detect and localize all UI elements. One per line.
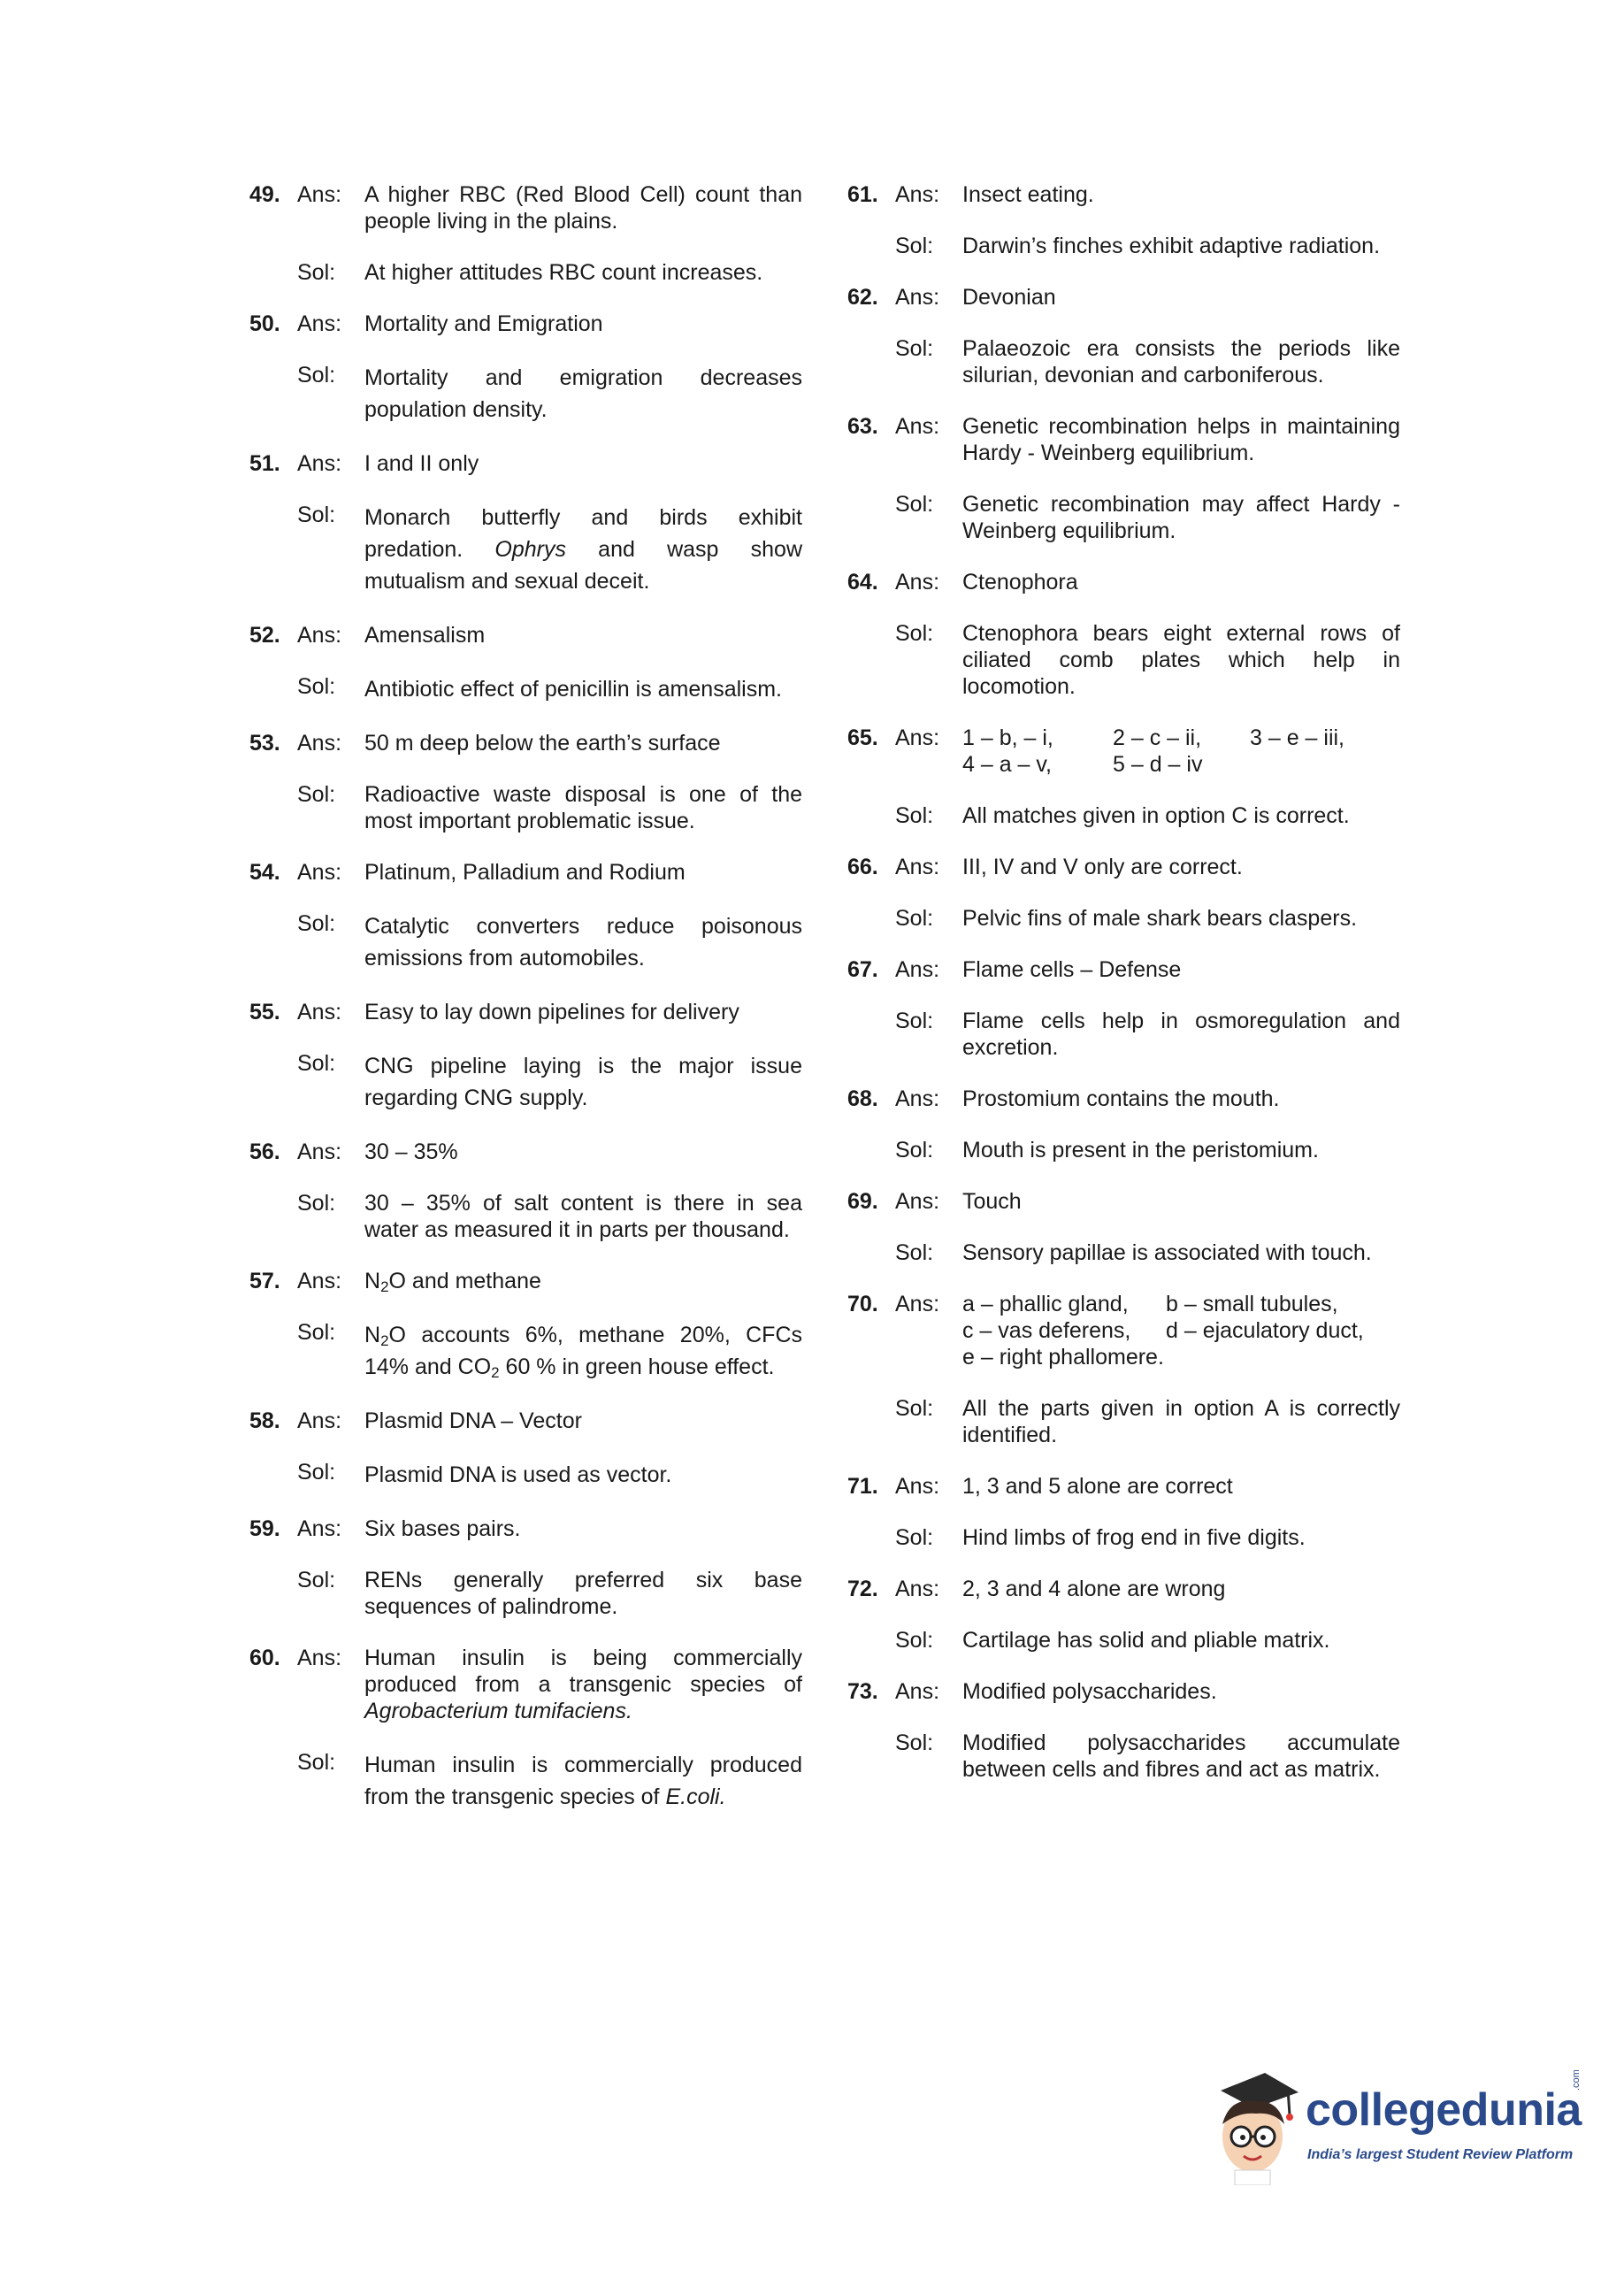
ans-label: Ans: (895, 725, 940, 750)
answer-text: Ctenophora (962, 570, 1078, 595)
sol-label: Sol: (297, 1568, 336, 1592)
solution-text: CNG pipeline laying is the major issue regarding CNG supply. (364, 1054, 802, 1110)
question-58 (249, 1408, 802, 1491)
question-51 (249, 450, 802, 597)
solution-text: Pelvic fins of male shark bears claspers. (962, 906, 1358, 931)
answer-text: I and II only (364, 451, 479, 476)
answer-text: Touch (962, 1189, 1022, 1214)
ans-label: Ans: (297, 1408, 342, 1433)
right-column (847, 181, 1400, 1807)
answer-text: Platinum, Palladium and Rodium (364, 860, 686, 885)
question-67 (847, 956, 1400, 1061)
sol-label: Sol: (895, 1396, 934, 1421)
match-item: 1 – b, – i, (962, 725, 1053, 750)
solution-text: Hind limbs of frog end in five digits. (962, 1525, 1306, 1550)
ans-label: Ans: (297, 1140, 342, 1164)
part-item: d – ejaculatory duct, (1166, 1318, 1364, 1343)
match-item: 3 – e – iii, (1250, 725, 1345, 750)
collegedunia-logo[interactable] (1203, 2066, 1592, 2185)
solution-text: Sensory papillae is associated with touch. (962, 1240, 1372, 1265)
question-number: 58. (249, 1408, 280, 1433)
solution-text: Darwin’s finches exhibit adaptive radiation. (962, 234, 1381, 258)
sol-label: Sol: (297, 363, 336, 388)
answer-text: Plasmid DNA – Vector (364, 1408, 582, 1433)
answer-text: Genetic recombination helps in maintaining Hardy - Weinberg equilibrium. (962, 414, 1400, 465)
question-50 (249, 311, 802, 426)
ans-label: Ans: (895, 285, 940, 310)
sol-label: Sol: (297, 1320, 336, 1345)
question-68 (847, 1086, 1400, 1163)
parts-answer (962, 1291, 1400, 1370)
question-number: 68. (847, 1086, 878, 1111)
question-55 (249, 999, 802, 1114)
question-64 (847, 569, 1400, 700)
question-number: 53. (249, 731, 280, 756)
question-66 (847, 854, 1400, 932)
left-column (249, 181, 802, 1838)
solution-text: Plasmid DNA is used as vector. (364, 1462, 672, 1487)
question-49 (249, 181, 802, 286)
sol-label: Sol: (297, 503, 336, 527)
ans-label: Ans: (297, 311, 342, 336)
answer-text: Modified polysaccharides. (962, 1679, 1217, 1704)
answer-text: Flame cells – Defense (962, 957, 1182, 982)
answer-text: 50 m deep below the earth’s surface (364, 731, 721, 756)
sol-label: Sol: (895, 906, 934, 931)
solution-text: Mortality and emigration decreases population density. (364, 365, 802, 422)
solution-text: Antibiotic effect of penicillin is amensalism. (364, 677, 782, 702)
answer-text: Insect eating. (962, 182, 1094, 207)
question-number: 50. (249, 311, 280, 336)
question-73 (847, 1678, 1400, 1783)
question-number: 66. (847, 855, 878, 879)
ans-label: Ans: (297, 731, 342, 756)
answer-text: 1, 3 and 5 alone are correct (962, 1474, 1233, 1499)
question-72 (847, 1576, 1400, 1654)
logo-wordmark: collegedunia (1306, 2084, 1582, 2136)
sol-label: Sol: (895, 492, 934, 517)
logo-suffix: .com (1571, 2069, 1582, 2091)
ans-label: Ans: (297, 1000, 342, 1024)
answer-text: Human insulin is being commercially produced from a transgenic species of Agrobacterium tumifaciens. (364, 1646, 802, 1723)
ans-label: Ans: (297, 1516, 342, 1541)
solution-text: Human insulin is commercially produced from the transgenic species of E.coli. (364, 1753, 802, 1809)
match-item: 4 – a – v, (962, 752, 1052, 777)
sol-label: Sol: (895, 1240, 934, 1265)
sol-label: Sol: (297, 260, 336, 285)
question-57 (249, 1268, 802, 1383)
part-item: c – vas deferens, (962, 1318, 1131, 1343)
ans-label: Ans: (895, 1679, 940, 1704)
answer-text: 30 – 35% (364, 1140, 458, 1164)
mascot-icon (1203, 2066, 1300, 2185)
sol-label: Sol: (297, 1750, 336, 1775)
match-answer (962, 725, 1400, 778)
ans-label: Ans: (895, 855, 940, 879)
ans-label: Ans: (895, 957, 940, 982)
answer-text: Devonian (962, 285, 1056, 310)
solution-text: Flame cells help in osmoregulation and excretion. (962, 1009, 1400, 1060)
solution-text: All the parts given in option A is correctly identified. (962, 1396, 1400, 1447)
sol-label: Sol: (895, 803, 934, 828)
question-62 (847, 284, 1400, 388)
sol-label: Sol: (895, 1628, 934, 1653)
question-70 (847, 1291, 1400, 1448)
sol-label: Sol: (297, 1191, 336, 1216)
solution-text: Catalytic converters reduce poisonous emissions from automobiles. (364, 914, 802, 971)
question-number: 59. (249, 1516, 280, 1541)
question-number: 69. (847, 1189, 878, 1214)
answer-text: $N_2O$ and methane (364, 1269, 541, 1295)
solution-text: Mouth is present in the peristomium. (962, 1138, 1319, 1163)
solution-text: Ctenophora bears eight external rows of ciliated comb plates which help in locomotion. (962, 621, 1400, 699)
question-53 (249, 730, 802, 834)
solution-text: Modified polysaccharides accumulate between cells and fibres and act as matrix. (962, 1730, 1400, 1782)
solution-text: RENs generally preferred six base sequences of palindrome. (364, 1568, 802, 1619)
solution-text: Radioactive waste disposal is one of the most important problematic issue. (364, 782, 802, 833)
sol-label: Sol: (895, 1009, 934, 1033)
answer-text: Amensalism (364, 623, 486, 648)
question-number: 63. (847, 414, 878, 439)
logo-tagline: India’s largest Student Review Platform (1307, 2147, 1574, 2162)
solution-text: Cartilage has solid and pliable matrix. (962, 1628, 1330, 1653)
question-63 (847, 413, 1400, 544)
ans-label: Ans: (895, 1189, 940, 1214)
sol-label: Sol: (895, 621, 934, 646)
ans-label: Ans: (895, 182, 940, 207)
question-number: 49. (249, 182, 280, 207)
answer-text: Prostomium contains the mouth. (962, 1086, 1280, 1111)
question-71 (847, 1473, 1400, 1551)
sol-label: Sol: (297, 674, 336, 699)
solution-text: Monarch butterfly and birds exhibit predation. Ophrys and wasp show mutualism and sexual deceit. (364, 505, 802, 594)
question-60 (249, 1645, 802, 1813)
solution-text: 30 – 35% of salt content is there in sea water as measured it in parts per thousand. (364, 1191, 802, 1242)
sol-label: Sol: (297, 782, 336, 807)
answer-text: Mortality and Emigration (364, 311, 603, 336)
question-number: 62. (847, 285, 878, 310)
question-number: 67. (847, 957, 878, 982)
ans-label: Ans: (297, 182, 342, 207)
match-item: 5 – d – iv (1113, 752, 1203, 777)
question-number: 51. (249, 451, 280, 476)
question-number: 71. (847, 1474, 878, 1499)
question-number: 61. (847, 182, 878, 207)
question-69 (847, 1188, 1400, 1266)
sol-label: Sol: (297, 911, 336, 936)
solution-text: At higher attitudes RBC count increases. (364, 260, 763, 285)
solution-text: Palaeozoic era consists the periods like silurian, devonian and carboniferous. (962, 336, 1400, 388)
answer-text: A higher RBC (Red Blood Cell) count than people living in the plains. (364, 182, 802, 234)
ans-label: Ans: (895, 570, 940, 595)
ans-label: Ans: (895, 1292, 940, 1316)
answer-text: III, IV and V only are correct. (962, 855, 1243, 879)
ans-label: Ans: (297, 860, 342, 885)
ans-label: Ans: (895, 1086, 940, 1111)
sol-label: Sol: (895, 1525, 934, 1550)
question-number: 55. (249, 1000, 280, 1024)
question-number: 65. (847, 725, 878, 750)
solution-text: All matches given in option C is correct. (962, 803, 1350, 828)
question-65 (847, 725, 1400, 829)
question-52 (249, 622, 802, 705)
answer-text: Easy to lay down pipelines for delivery (364, 1000, 739, 1024)
sol-label: Sol: (297, 1051, 336, 1076)
answer-text: 2, 3 and 4 alone are wrong (962, 1577, 1226, 1601)
question-number: 64. (847, 570, 878, 595)
question-number: 56. (249, 1140, 280, 1164)
part-item: b – small tubules, (1166, 1292, 1338, 1316)
question-56 (249, 1139, 802, 1243)
solution-text: Genetic recombination may affect Hardy - Weinberg equilibrium. (962, 492, 1400, 543)
question-59 (249, 1515, 802, 1620)
sol-label: Sol: (895, 336, 934, 361)
match-item: 2 – c – ii, (1113, 725, 1202, 750)
sol-label: Sol: (895, 1138, 934, 1163)
question-number: 57. (249, 1269, 280, 1293)
sol-label: Sol: (297, 1460, 336, 1485)
part-item: a – phallic gland, (962, 1292, 1129, 1316)
solution-text: $N_2O$ accounts 6%, methane 20%, CFCs 14% and $CO_2$ 60 % in green house effect. (364, 1323, 802, 1381)
ans-label: Ans: (895, 1577, 940, 1601)
ans-label: Ans: (895, 1474, 940, 1499)
question-number: 73. (847, 1679, 878, 1704)
question-number: 60. (249, 1646, 280, 1670)
question-number: 52. (249, 623, 280, 648)
answer-text: Six bases pairs. (364, 1516, 521, 1541)
question-number: 54. (249, 860, 280, 885)
ans-label: Ans: (297, 1269, 342, 1293)
sol-label: Sol: (895, 234, 934, 258)
question-number: 70. (847, 1292, 878, 1316)
question-number: 72. (847, 1577, 878, 1601)
ans-label: Ans: (297, 451, 342, 476)
ans-label: Ans: (297, 1646, 342, 1670)
sol-label: Sol: (895, 1730, 934, 1755)
question-61 (847, 181, 1400, 259)
ans-label: Ans: (895, 414, 940, 439)
question-54 (249, 859, 802, 974)
ans-label: Ans: (297, 623, 342, 648)
part-item: e – right phallomere. (962, 1345, 1164, 1370)
